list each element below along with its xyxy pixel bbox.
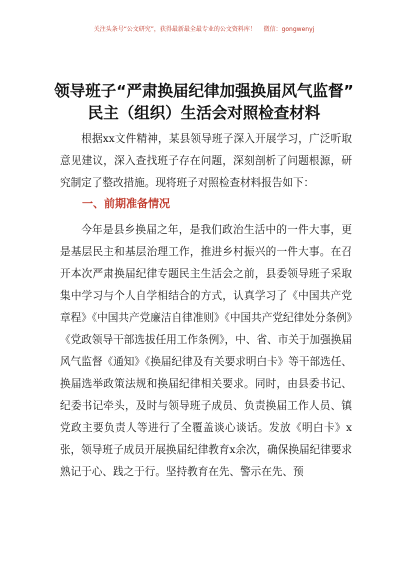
section-paragraph: 今年是县乡换届之年，是我们政治生活中的一件大事，更是基层民主和基层治理工作，推进乡村振兴的一件大事。在召开本次严肃换届纪律专题民主生活会之前，县委领导班子采取集中学习与个人自学相结合的方式，认真学习了《中国共产党章程》《中国共产党廉洁自律准则》《中国共产党纪律处分条例》《党政领导干部选拔任用工作条例》，中、省、市关于加强换届风气监督《通知》《换届纪律及有关要求明白卡》等干部选任、换届选举政策法规和换届纪律相关要求。同时，由县委书记、纪委书记牵头，及时与领导班子成员、负责换届工作人员、镇党政主要负责人等进行了全覆盖谈心谈话。发放《明白卡》x张，领导班子成员开展换届纪律教育x余次，确保换届纪律要求熟记于心、践之于行。坚持教育在先、警示在先、预 xyxy=(60,224,353,478)
intro-paragraph: 根据xx文件精神，某县领导班子深入开展学习，广泛听取意见建议，深入查找班子存在问题，深刻剖析了问题根源，研究制定了整改措施。现将班子对照检查材料报告如下： xyxy=(60,133,352,189)
promo-banner[interactable] xyxy=(0,24,408,33)
title-line-1: 领导班子“严肃换届纪律加强换届风气监督” xyxy=(54,82,354,100)
document-title xyxy=(40,80,368,124)
promo-text: 关注头条号“公文研究”，获得最新最全最专业的公文资料库！ xyxy=(93,26,256,33)
title-line-2: 民主（组织）生活会对照检查材料 xyxy=(87,104,321,122)
section-heading: 一、前期准备情况 xyxy=(82,197,170,210)
wechat-id: 微信：gongwenyj xyxy=(263,26,315,33)
